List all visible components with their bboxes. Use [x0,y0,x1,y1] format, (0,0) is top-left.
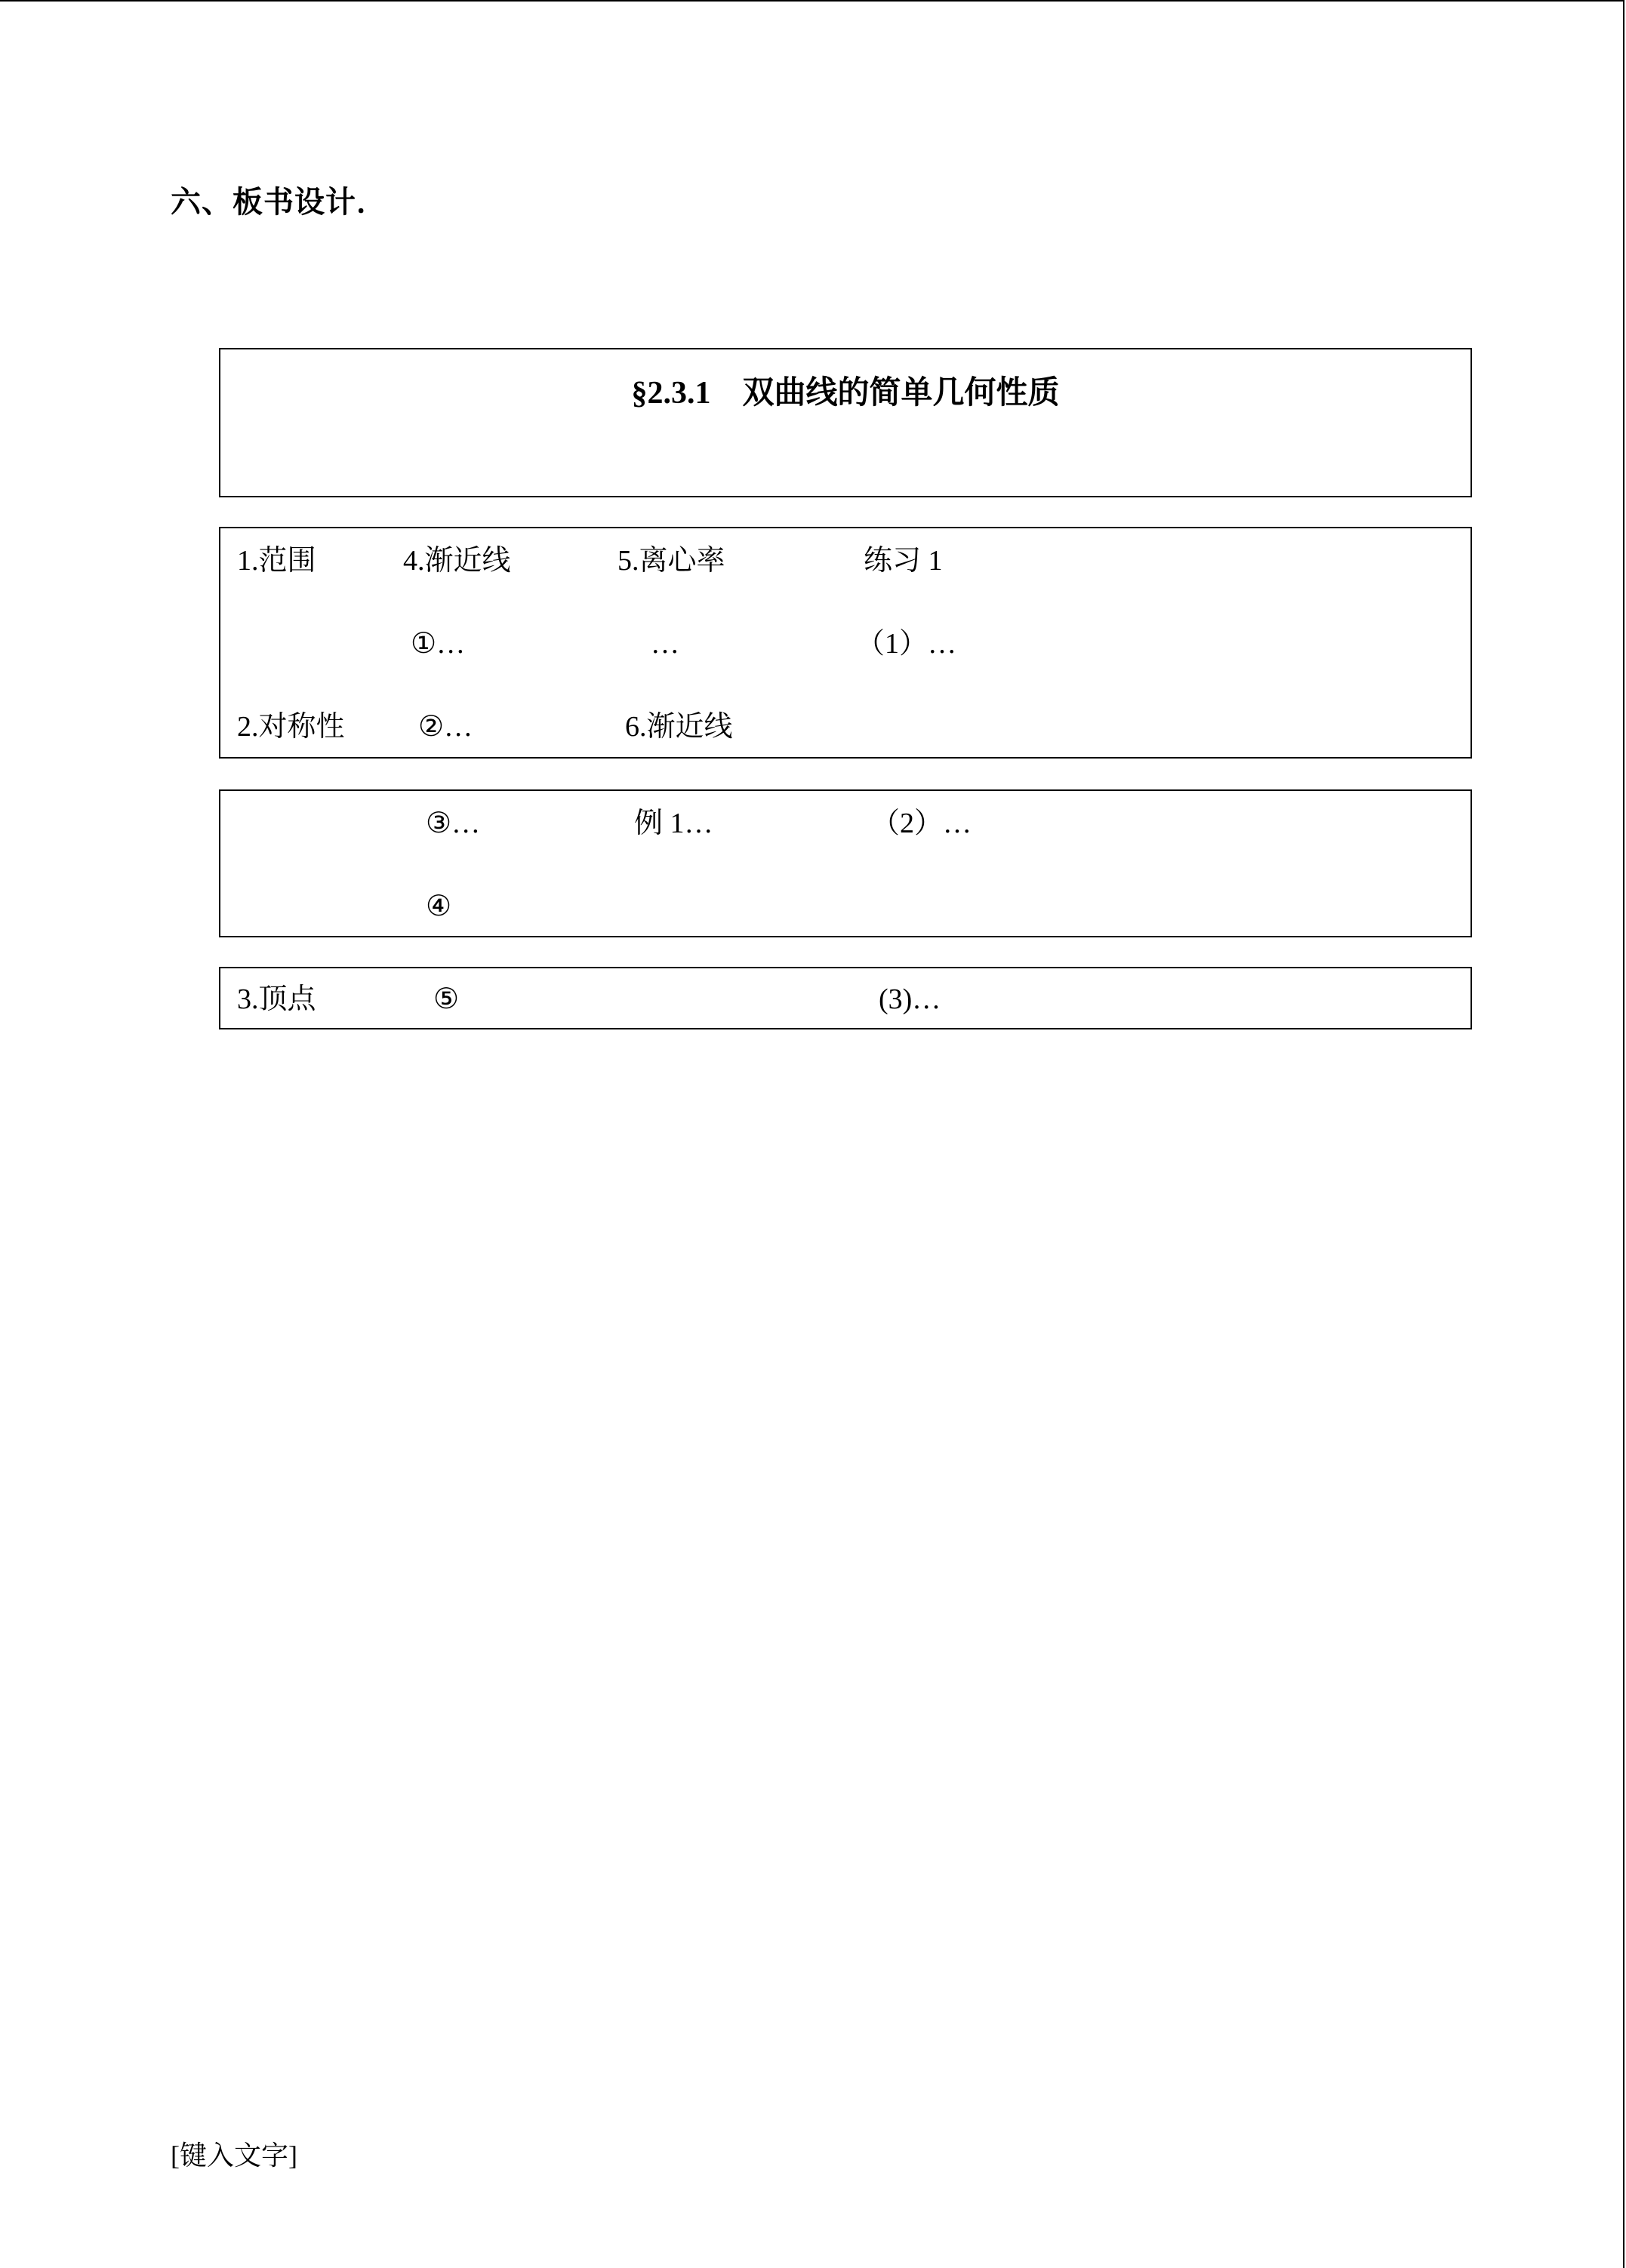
footer-placeholder: [键入文字] [171,2140,297,2171]
item-2: ②… [418,711,473,743]
item-4: ④ [426,891,452,922]
board-box-3 [219,967,1472,1029]
item-1: ①… [411,628,466,660]
item-3: ③… [426,808,481,839]
board-title: §2.3.1 双曲线的简单几何性质 [631,376,1060,411]
asymptote-label-2: 6.渐近线 [625,711,733,743]
title-box [219,348,1472,497]
exercise-item-2: （2）… [871,808,972,839]
example-label: 例 1… [634,808,713,839]
exercise-label: 练习 1 [864,545,943,577]
board-box-1 [219,527,1472,759]
asymptote-label: 4.渐近线 [403,545,511,577]
board-box-2 [219,789,1472,937]
symmetry-label: 2.对称性 [237,711,345,743]
eccentricity-label: 5.离心率 [617,545,725,577]
exercise-item-1: （1）… [856,628,957,660]
item-5: ⑤ [433,983,460,1015]
exercise-item-3: (3)… [879,983,941,1015]
section-heading: 六、板书设计． [171,185,387,219]
range-label: 1.范围 [237,545,316,577]
vertex-label: 3.顶点 [237,983,316,1015]
ellipsis: … [651,628,679,660]
